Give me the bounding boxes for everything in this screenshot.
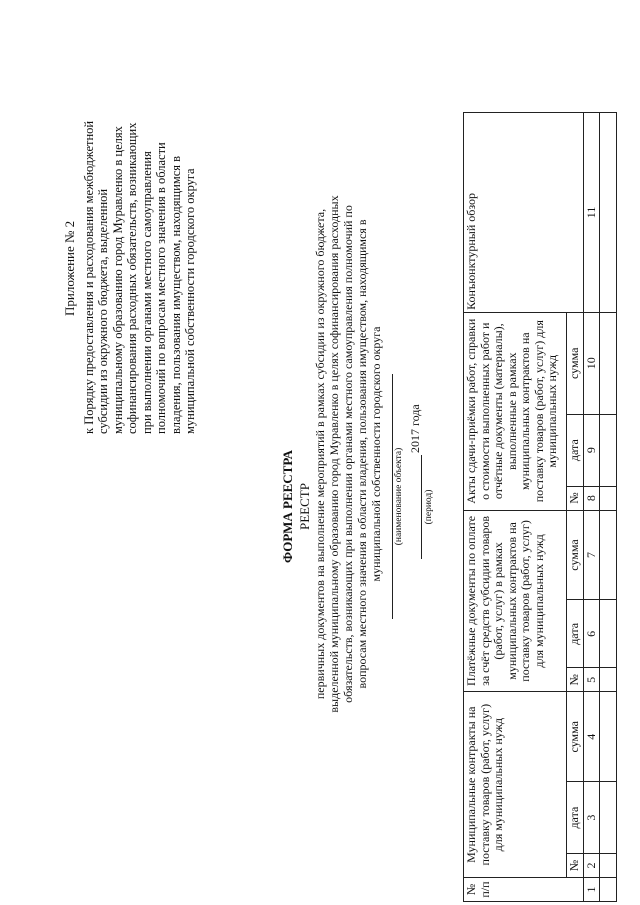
column-number-row bbox=[583, 113, 600, 902]
header-num: № п/п bbox=[464, 878, 584, 902]
table-cell bbox=[600, 668, 617, 692]
col-number: 9 bbox=[583, 414, 600, 486]
reestr-title: РЕЕСТР bbox=[297, 483, 312, 530]
table-cell bbox=[600, 414, 617, 486]
col-number: 6 bbox=[583, 600, 600, 668]
reestr-purpose: первичных документов на выполнение мероприятий в рамках субсидии из окружного бюджета, выделенной муниципальному образованию город Муравленко в целях софинансирования расходных обязательств, возникающих при выполнении органами местного самоуправления полномочий по вопросам местного значения в области владения, пользования имуществом, находящимся в муниципальной собственности городского округа bbox=[313, 195, 383, 713]
col-number: 7 bbox=[583, 510, 600, 600]
col-number: 8 bbox=[583, 486, 600, 510]
col-number: 10 bbox=[583, 312, 600, 414]
period-line bbox=[421, 455, 422, 559]
object-name-caption: (наименование объекта) bbox=[394, 447, 404, 546]
sub-sum: сумма bbox=[567, 312, 584, 414]
table-cell bbox=[600, 600, 617, 668]
appendix-number: Приложение № 2 bbox=[62, 220, 77, 316]
table-cell bbox=[600, 782, 617, 854]
sub-no: № bbox=[567, 854, 584, 878]
header-payments: Платёжные документы по оплате за счёт средств субсидии товаров (работ, услуг) в рамках муниципальных контрактов на поставку товаров (работ, услуг) для муниципальных нужд bbox=[464, 510, 567, 692]
sub-sum: сумма bbox=[567, 692, 584, 782]
sub-date: дата bbox=[567, 600, 584, 668]
table-cell bbox=[600, 113, 617, 313]
header-review: Конъюнктурный обзор bbox=[464, 113, 584, 313]
appendix-block bbox=[63, 109, 198, 434]
header-acts: Акты сдачи-приёмки работ, справки о стоимости выполненных работ и отчётные документы (материалы), выполненные в рамках муниципальных контрактов на поставку товаров (работ, услуг) для муниципальных нужд bbox=[464, 312, 567, 510]
col-number: 4 bbox=[583, 692, 600, 782]
sub-no: № bbox=[567, 486, 584, 510]
form-title: ФОРМА РЕЕСТРА bbox=[280, 449, 295, 564]
sub-sum: сумма bbox=[567, 510, 584, 600]
col-number: 1 bbox=[583, 878, 600, 902]
sub-date: дата bbox=[567, 782, 584, 854]
table-cell bbox=[600, 510, 617, 600]
sub-no: № bbox=[567, 668, 584, 692]
appendix-text: к Порядку предоставления и расходования межбюджетной субсидии из окружного бюджета, выделенной муниципальному образованию город Муравленко в целях софинансирования расходных обязательств, возникающих при выполнении органами местного самоуправления полномочий по вопросам местного значения в области владения, пользования имуществом, находящимся в муниципальной собственности городского округа bbox=[81, 120, 197, 434]
object-name-line bbox=[392, 374, 393, 619]
rotated-document-page bbox=[55, 109, 598, 904]
period-caption: (период) bbox=[424, 489, 434, 525]
header-contracts: Муниципальные контракты на поставку товаров (работ, услуг) для муниципальных нужд bbox=[464, 692, 567, 878]
col-number: 2 bbox=[583, 854, 600, 878]
table-cell bbox=[600, 312, 617, 414]
col-number: 5 bbox=[583, 668, 600, 692]
col-number: 11 bbox=[583, 113, 600, 313]
table-cell bbox=[600, 878, 617, 902]
period-year: 2017 года bbox=[408, 404, 422, 453]
table-cell bbox=[600, 854, 617, 878]
table-cell bbox=[600, 486, 617, 510]
table-header-row bbox=[464, 113, 567, 902]
table-row bbox=[600, 113, 617, 902]
sub-date: дата bbox=[567, 414, 584, 486]
table-cell bbox=[600, 692, 617, 782]
register-table bbox=[463, 112, 617, 902]
col-number: 3 bbox=[583, 782, 600, 854]
